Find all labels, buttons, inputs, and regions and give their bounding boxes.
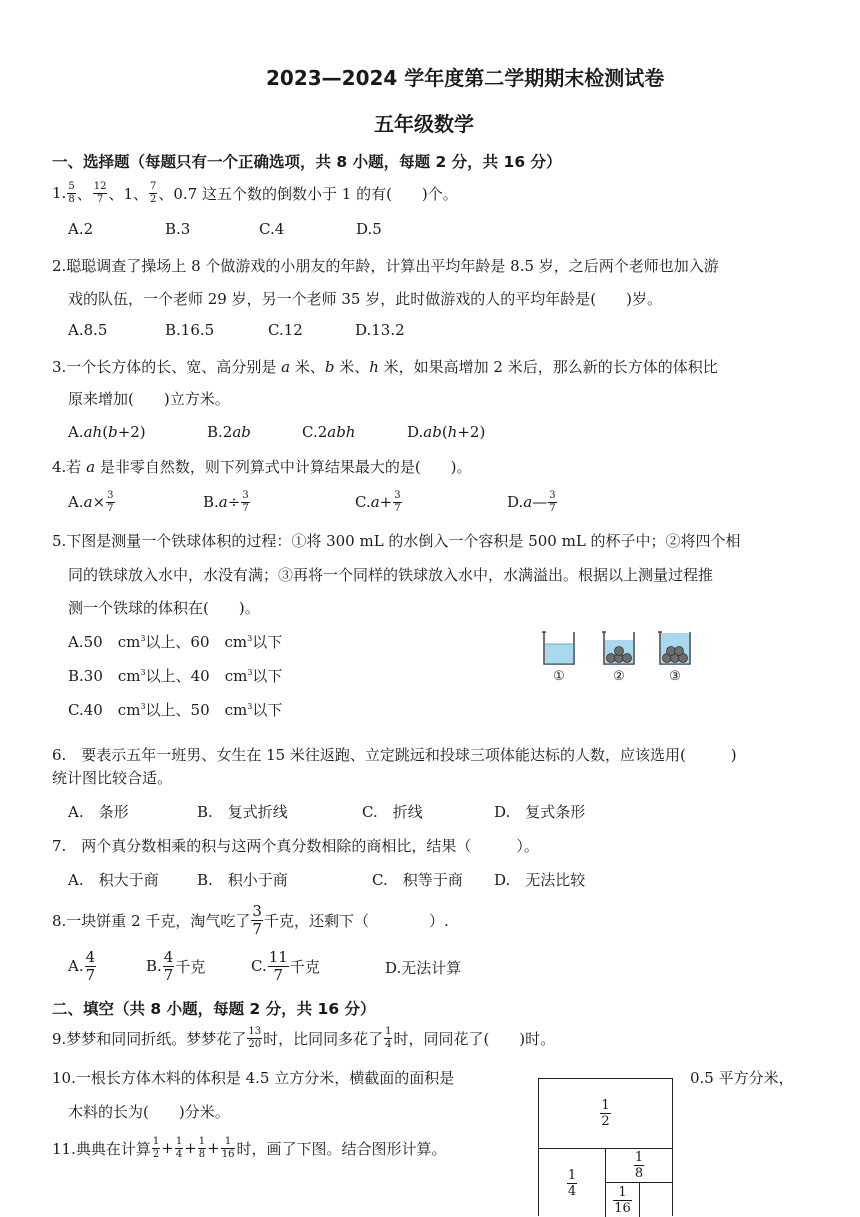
q10-line-2: 木料的长为( )分米。 bbox=[68, 1103, 230, 1121]
beaker-label-2: ② bbox=[613, 669, 625, 684]
q5-line-1: 5.下图是测量一个铁球体积的过程：①将 300 mL 的水倒入一个容积是 500 mL 的杯子中；②将四个相 bbox=[52, 532, 741, 550]
beakers-figure bbox=[538, 626, 708, 684]
q8-option-a[interactable]: A. $\frac{4}{7}$ bbox=[68, 947, 96, 984]
q3-option-c[interactable]: C.2abh bbox=[302, 423, 356, 441]
fraction-12-7: $\frac{12}{7}$ bbox=[93, 180, 107, 205]
question-1 bbox=[52, 176, 458, 210]
q2-option-a[interactable]: A.8.5 bbox=[68, 321, 108, 339]
question-8: 8.一块饼重 2 千克，淘气吃了 $\frac{3}{7}$ 千克，还剩下（ ）. bbox=[52, 901, 449, 938]
q1-sep: 、 bbox=[76, 184, 92, 203]
q1-option-d[interactable]: D.5 bbox=[356, 220, 382, 238]
q4-option-a[interactable]: A. a × $\frac{3}{7}$ bbox=[68, 489, 114, 514]
q6-option-c[interactable]: C. 折线 bbox=[362, 803, 423, 821]
q6-option-a[interactable]: A. 条形 bbox=[68, 803, 129, 821]
q4-option-d[interactable]: D. a — $\frac{3}{7}$ bbox=[507, 489, 556, 514]
q5-line-2: 同的铁球放入水中，水没有满；③再将一个同样的铁球放入水中，水满溢出。根据以上测量过程推 bbox=[68, 566, 714, 584]
q3-line-1: 3.一个长方体的长、宽、高分别是 a 米、b 米、h 米，如果高增加 2 米后，那么新的长方体的体积比 bbox=[52, 358, 718, 376]
exam-title: 2023—2024 学年度第二学期期末检测试卷 bbox=[266, 66, 665, 90]
q2-line-1: 2.聪聪调查了操场上 8 个做游戏的小朋友的年龄，计算出平均年龄是 8.5 岁，之后两个老师也加入游 bbox=[52, 257, 719, 275]
q10-line-1-end: 0.5 平方分米， bbox=[690, 1069, 794, 1087]
sixteenth-region: $\frac{1}{16}$ bbox=[606, 1183, 640, 1217]
fraction-square-diagram bbox=[538, 1078, 673, 1216]
q7-option-c[interactable]: C. 积等于商 bbox=[372, 871, 463, 889]
q8-option-b[interactable]: B. $\frac{4}{7}$ 千克 bbox=[146, 947, 206, 984]
q3-option-a[interactable]: A.ah(b+2) bbox=[68, 423, 146, 441]
fraction-3-7: $\frac{3}{7}$ bbox=[252, 901, 262, 938]
q3-line-2: 原来增加( )立方米。 bbox=[68, 390, 230, 408]
q5-option-c[interactable]: C.40 $cm^3$以上、50 $cm^3$以下 bbox=[68, 701, 283, 719]
q1-mid: 、1、 bbox=[108, 184, 148, 203]
section-1-heading: 一、选择题（每题只有一个正确选项，共 8 小题，每题 2 分，共 16 分） bbox=[52, 153, 562, 171]
q1-option-a[interactable]: A.2 bbox=[68, 220, 94, 238]
beaker-2 bbox=[602, 632, 634, 664]
q6-option-b[interactable]: B. 复式折线 bbox=[197, 803, 288, 821]
q7-option-b[interactable]: B. 积小于商 bbox=[197, 871, 288, 889]
q4-option-c[interactable]: C. a + $\frac{3}{7}$ bbox=[355, 489, 401, 514]
fraction-1-4: $\frac{1}{4}$ bbox=[385, 1025, 392, 1050]
beaker-1 bbox=[542, 632, 574, 664]
question-9: 9.梦梦和同同折纸。梦梦花了 $\frac{13}{20}$ 时，比同同多花了 $\frac{1}{4}$ 时，同同花了( )时。 bbox=[52, 1025, 556, 1050]
exam-subtitle: 五年级数学 bbox=[374, 112, 474, 136]
q2-option-d[interactable]: D.13.2 bbox=[355, 321, 405, 339]
beaker-3 bbox=[658, 632, 690, 664]
q5-option-a[interactable]: A.50 $cm^3$以上、60 $cm^3$以下 bbox=[68, 633, 283, 651]
q2-option-c[interactable]: C.12 bbox=[268, 321, 303, 339]
quarter-region: $\frac{1}{4}$ bbox=[539, 1149, 606, 1217]
q4-line-1: 4.若 a 是非零自然数，则下列算式中计算结果最大的是( )。 bbox=[52, 458, 472, 476]
fraction-5-8: $\frac{5}{8}$ bbox=[68, 180, 75, 205]
fraction-7-2: $\frac{7}{2}$ bbox=[149, 180, 157, 205]
q3-option-b[interactable]: B.2ab bbox=[207, 423, 251, 441]
q2-option-b[interactable]: B.16.5 bbox=[165, 321, 215, 339]
q7-option-d[interactable]: D. 无法比较 bbox=[494, 871, 586, 889]
q3-option-d[interactable]: D.ab(h+2) bbox=[407, 423, 486, 441]
q2-line-2: 戏的队伍，一个老师 29 岁，另一个老师 35 岁，此时做游戏的人的平均年龄是( )岁。 bbox=[68, 290, 662, 308]
q1-text: 、0.7 这五个数的倒数小于 1 的有( )个。 bbox=[158, 184, 458, 203]
q1-number: 1. bbox=[52, 184, 67, 202]
q7-line-1: 7. 两个真分数相乘的积与这两个真分数相除的商相比，结果（ ）。 bbox=[52, 837, 539, 855]
section-2-heading: 二、填空（共 8 小题，每题 2 分，共 16 分） bbox=[52, 1000, 376, 1018]
beaker-label-1: ① bbox=[553, 669, 565, 684]
q6-line-2: 统计图比较合适。 bbox=[52, 769, 173, 787]
q10-line-1: 10.一根长方体木料的体积是 4.5 立方分米，横截面的面积是 bbox=[52, 1069, 455, 1087]
q4-option-b[interactable]: B. a ÷ $\frac{3}{7}$ bbox=[203, 489, 249, 514]
half-region: $\frac{1}{2}$ bbox=[601, 1098, 610, 1129]
q5-option-b[interactable]: B.30 $cm^3$以上、40 $cm^3$以下 bbox=[68, 667, 283, 685]
eighth-region: $\frac{1}{8}$ bbox=[606, 1149, 672, 1183]
fraction-13-20: $\frac{13}{20}$ bbox=[248, 1025, 262, 1050]
q1-option-b[interactable]: B.3 bbox=[165, 220, 191, 238]
q8-option-d[interactable]: D.无法计算 bbox=[385, 959, 462, 977]
q6-option-d[interactable]: D. 复式条形 bbox=[494, 803, 586, 821]
q5-line-3: 测一个铁球的体积在( )。 bbox=[68, 599, 260, 617]
q7-option-a[interactable]: A. 积大于商 bbox=[68, 871, 159, 889]
q1-option-c[interactable]: C.4 bbox=[259, 220, 285, 238]
q6-line-1: 6. 要表示五年一班男、女生在 15 米往返跑、立定跳远和投球三项体能达标的人数，应该选用( ) bbox=[52, 746, 737, 764]
q8-option-c[interactable]: C. $\frac{11}{7}$ 千克 bbox=[251, 947, 320, 984]
question-11: 11.典典在计算 $\frac{1}{2}$ + $\frac{1}{4}$ + $\frac{1}{8}$ + $\frac{1}{16}$ 时，画了下图。结合图形计算。 bbox=[52, 1135, 447, 1160]
beaker-label-3: ③ bbox=[669, 669, 681, 684]
